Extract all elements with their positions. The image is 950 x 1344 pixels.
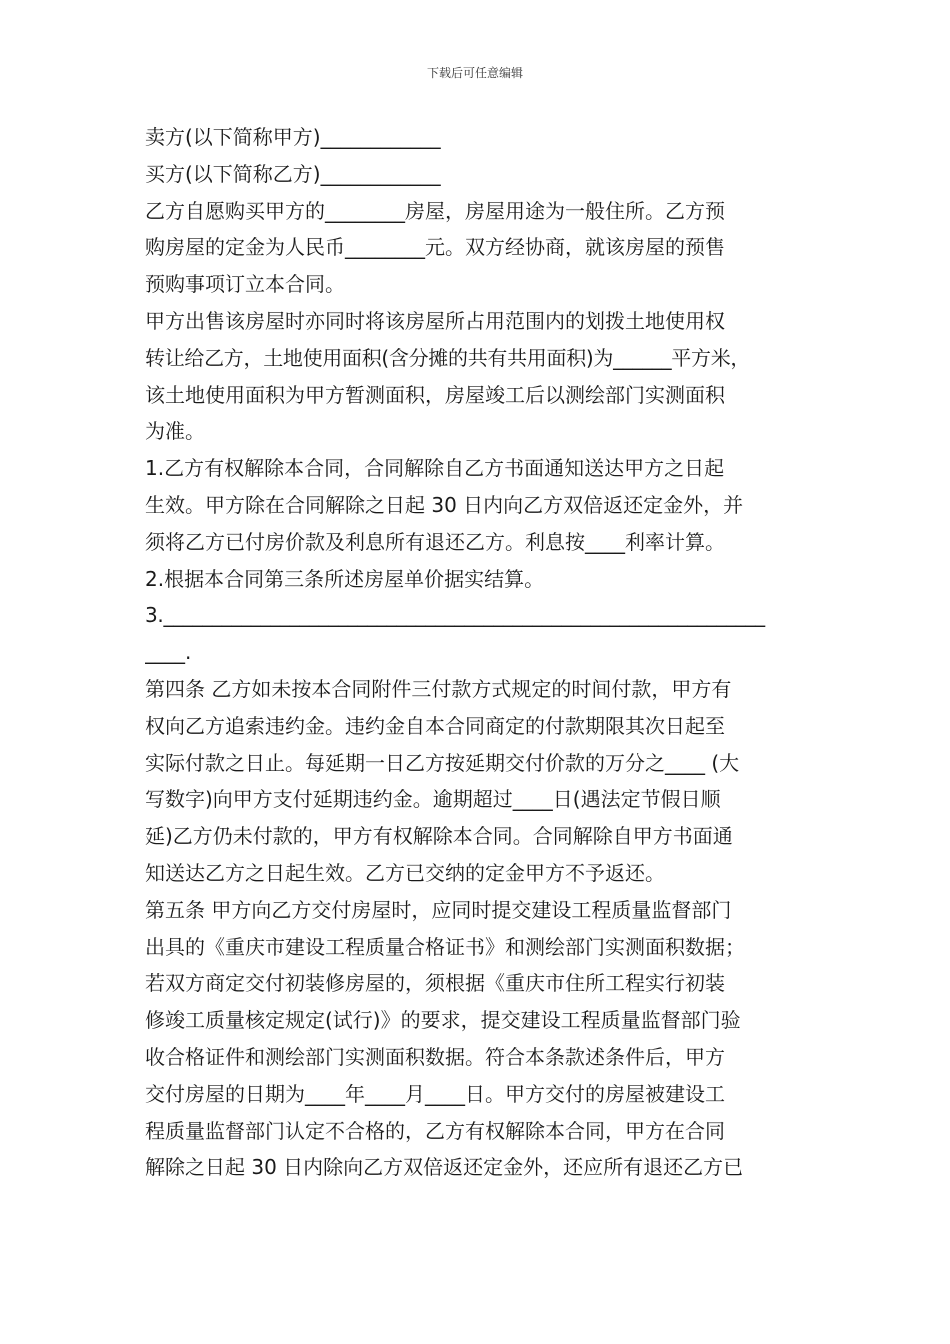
- paragraph-line: 写数字)向甲方支付延期违约金。逾期超过____日(遇法定节假日顺: [145, 787, 721, 812]
- article-five-line: 第五条 甲方向乙方交付房屋时，应同时提交建设工程质量监督部门: [145, 897, 732, 922]
- paragraph-line: 乙方自愿购买甲方的________房屋，房屋用途为一般住所。乙方预: [145, 198, 725, 223]
- paragraph-line: 实际付款之日止。每延期一日乙方按延期交付价款的万分之____ (大: [145, 750, 740, 775]
- paragraph-line: 该土地使用面积为甲方暂测面积，房屋竣工后以测绘部门实测面积: [145, 382, 725, 407]
- paragraph-line: 程质量监督部门认定不合格的，乙方有权解除本合同，甲方在合同: [145, 1118, 725, 1143]
- page-header: 下载后可任意编辑: [426, 66, 523, 80]
- clause-item-3: 3.______________________________________________________________: [145, 603, 765, 628]
- paragraph-line: 收合格证件和测绘部门实测面积数据。符合本条款述条件后，甲方: [145, 1044, 725, 1069]
- paragraph-line: 生效。甲方除在合同解除之日起 30 日内向乙方双倍返还定金外，并: [145, 492, 744, 517]
- paragraph-line: ____.: [145, 640, 192, 665]
- paragraph-line: 交付房屋的日期为____年____月____日。甲方交付的房屋被建设工: [145, 1081, 725, 1106]
- paragraph-line: 修竣工质量核定规定(试行)》的要求，提交建设工程质量监督部门验: [145, 1008, 741, 1033]
- paragraph-line: 甲方出售该房屋时亦同时将该房屋所占用范围内的划拨土地使用权: [145, 308, 725, 333]
- paragraph-line: 出具的《重庆市建设工程质量合格证书》和测绘部门实测面积数据；: [145, 934, 745, 959]
- paragraph-line: 购房屋的定金为人民币________元。双方经协商，就该房屋的预售: [145, 235, 725, 260]
- document-body: [145, 119, 810, 1186]
- paragraph-line: 转让给乙方，土地使用面积(含分摊的共有共用面积)为______平方米，: [145, 345, 751, 370]
- article-four-line: 第四条 乙方如未按本合同附件三付款方式规定的时间付款，甲方有: [145, 676, 732, 701]
- paragraph-line: 权向乙方追索违约金。违约金自本合同商定的付款期限其次日起至: [145, 713, 725, 738]
- clause-item-2: 2.根据本合同第三条所述房屋单价据实结算。: [145, 566, 545, 591]
- paragraph-line: 知送达乙方之日起生效。乙方已交纳的定金甲方不予返还。: [145, 860, 665, 885]
- paragraph-line: 延)乙方仍未付款的，甲方有权解除本合同。合同解除自甲方书面通: [145, 824, 733, 849]
- paragraph-line: 须将乙方已付房价款及利息所有退还乙方。利息按____利率计算。: [145, 529, 725, 554]
- clause-item-1: 1.乙方有权解除本合同，合同解除自乙方书面通知送达甲方之日起: [145, 456, 725, 481]
- paragraph-line: 为准。: [145, 419, 205, 444]
- paragraph-line: 预购事项订立本合同。: [145, 272, 345, 297]
- paragraph-line: 解除之日起 30 日内除向乙方双倍返还定金外，还应所有退还乙方已: [145, 1155, 744, 1180]
- buyer-line: 买方(以下简称乙方)____________: [145, 161, 441, 186]
- paragraph-line: 若双方商定交付初装修房屋的，须根据《重庆市住所工程实行初装: [145, 971, 725, 996]
- seller-line: 卖方(以下简称甲方)____________: [145, 125, 441, 149]
